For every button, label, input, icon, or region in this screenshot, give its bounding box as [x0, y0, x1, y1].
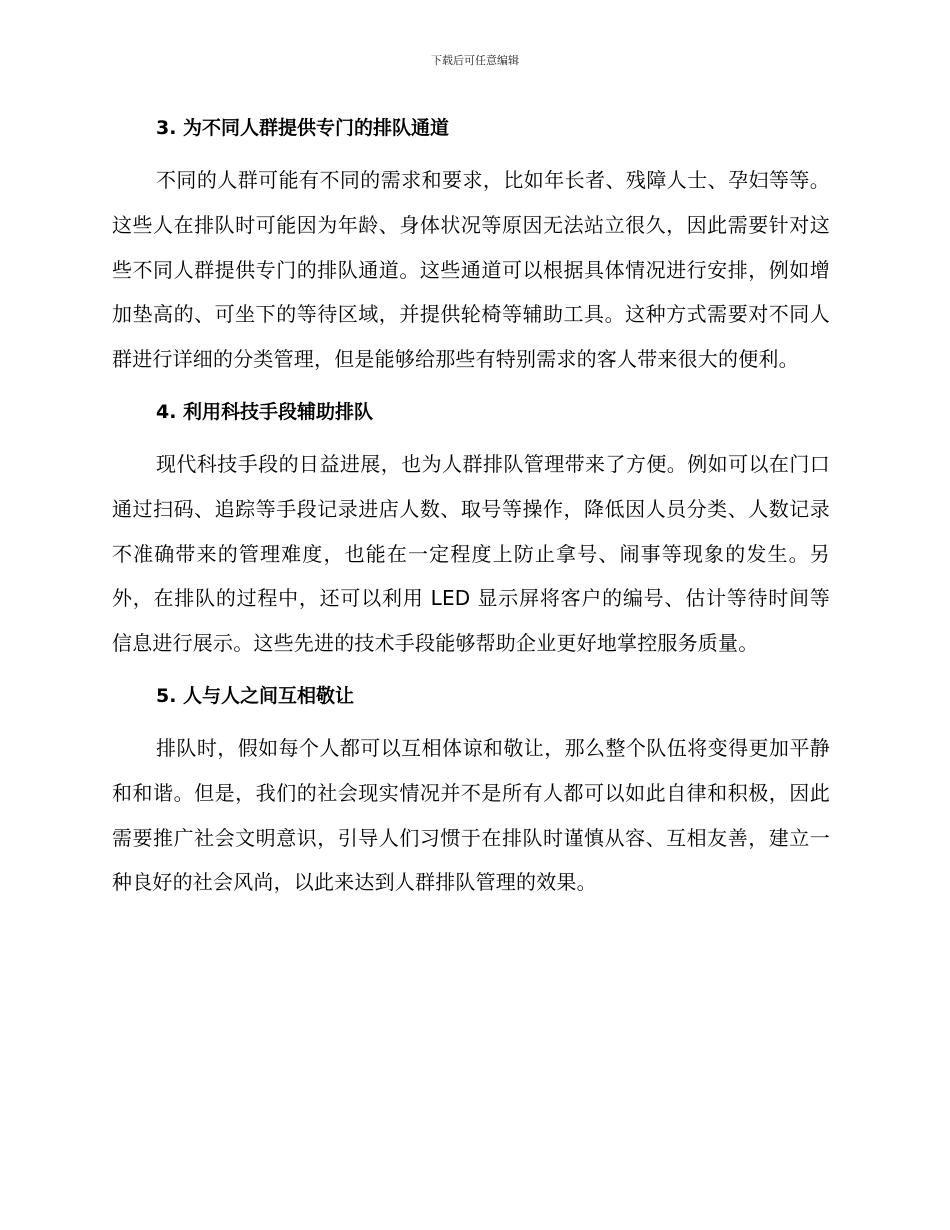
section-5 — [112, 680, 830, 905]
section-heading: 4. 利用科技手段辅助排队 — [156, 400, 374, 423]
section-heading: 5. 人与人之间互相敬让 — [156, 684, 355, 707]
section-heading: 3. 为不同人群提供专门的排队通道 — [156, 117, 450, 139]
section-4 — [112, 396, 830, 666]
section-paragraph: 不同的人群可能有不同的需求和要求，比如年长者、残障人士、孕妇等等。这些人在排队时可能因为年龄、身体状况等原因无法站立很久，因此需要针对这些不同人群提供专门的排队通道。这些通道可以根据具体情况进行安排，例如增加垫高的、可坐下的等待区域，并提供轮椅等辅助工具。这种方式需要对不同人群进行详细的分类管理，但是能够给那些有特别需求的客人带来很大的便利。 — [112, 168, 830, 372]
document-body — [112, 112, 830, 919]
page-header: 下载后可任意编辑 — [431, 54, 519, 67]
section-paragraph: 现代科技手段的日益进展，也为人群排队管理带来了方便。例如可以在门口通过扫码、追踪等手段记录进店人数、取号等操作，降低因人员分类、人数记录不准确带来的管理难度，也能在一定程度上防止拿号、闹事等现象的发生。另外，在排队的过程中，还可以利用 LED 显示屏将客户的编号、估计等待时间等信息进行展示。这些先进的技术手段能够帮助企业更好地掌控服务质量。 — [112, 451, 830, 656]
section-3 — [112, 112, 830, 382]
section-paragraph: 排队时，假如每个人都可以互相体谅和敬让，那么整个队伍将变得更加平静和和谐。但是，我们的社会现实情况并不是所有人都可以如此自律和积极，因此需要推广社会文明意识，引导人们习惯于在排队时谨慎从容、互相友善，建立一种良好的社会风尚，以此来达到人群排队管理的效果。 — [112, 735, 830, 895]
